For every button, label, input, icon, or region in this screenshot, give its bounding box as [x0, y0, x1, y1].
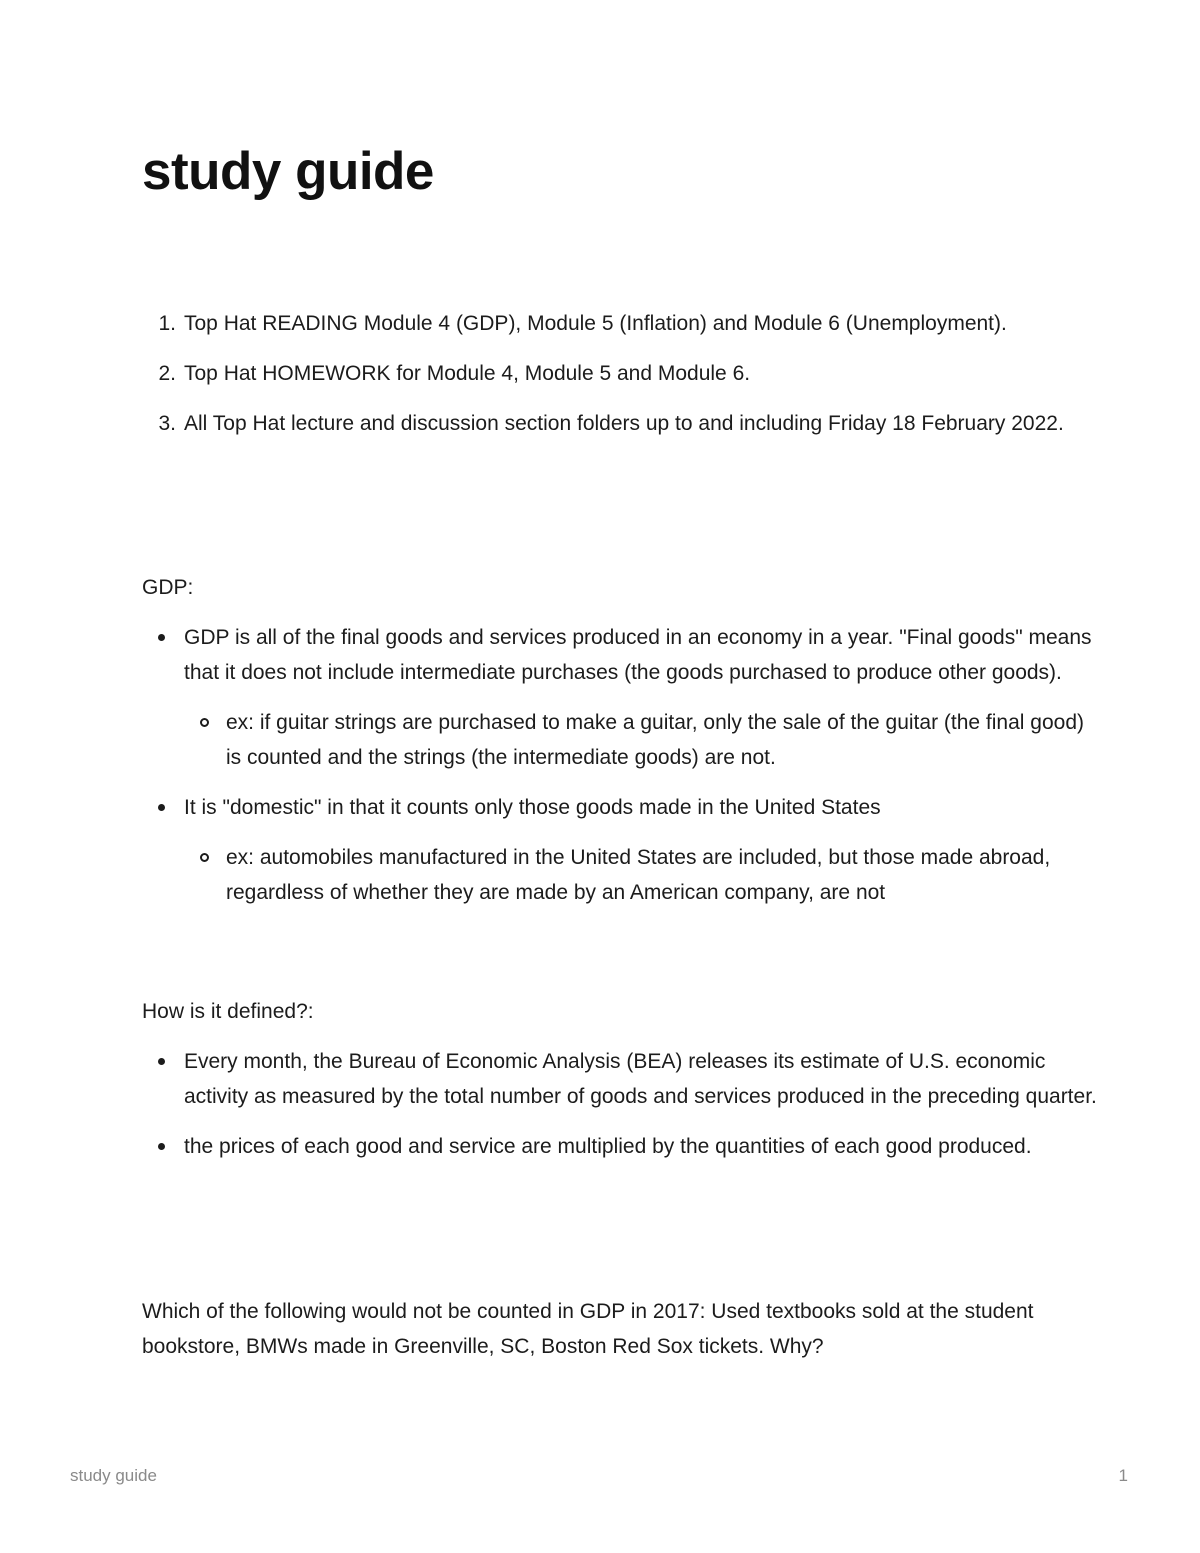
- defined-bullet-list: [142, 1044, 1104, 1179]
- requirements-list: [142, 306, 1084, 456]
- gdp-sub-list: [184, 705, 1104, 775]
- gdp-sub-item: ex: if guitar strings are purchased to make a guitar, only the sale of the guitar (the final good) is counted and the strings (the intermediate goods) are not.: [226, 705, 1104, 775]
- defined-heading: How is it defined?:: [142, 1000, 314, 1023]
- gdp-sub-item: ex: automobiles manufactured in the United States are included, but those made abroad, regardless of whether they are made by an American company, are not: [226, 840, 1104, 910]
- gdp-bullet-text: GDP is all of the final goods and services produced in an economy in a year. "Final goods" means that it does not include intermediate purchases (the goods purchased to produce other goods).: [184, 626, 1092, 684]
- gdp-bullet-item: [184, 790, 1104, 910]
- gdp-bullet-item: [184, 620, 1104, 775]
- footer-title: study guide: [70, 1466, 157, 1485]
- page-number: 1: [1118, 1466, 1128, 1485]
- requirement-item-3: All Top Hat lecture and discussion section folders up to and including Friday 18 February 2022.: [184, 412, 1064, 435]
- defined-bullet-item: the prices of each good and service are multiplied by the quantities of each good produced.: [184, 1129, 1104, 1164]
- page-title: study guide: [142, 142, 434, 201]
- defined-bullet-item: Every month, the Bureau of Economic Analysis (BEA) releases its estimate of U.S. economic activity as measured by the total number of goods and services produced in the preceding quarter.: [184, 1044, 1104, 1114]
- gdp-sub-list: [184, 840, 1104, 910]
- gdp-bullet-text: It is "domestic" in that it counts only those goods made in the United States: [184, 796, 881, 819]
- question-paragraph: Which of the following would not be counted in GDP in 2017: Used textbooks sold at the student bookstore, BMWs made in Greenville, SC, Boston Red Sox tickets. Why?: [142, 1300, 1034, 1358]
- requirement-item-2: Top Hat HOMEWORK for Module 4, Module 5 and Module 6.: [184, 362, 751, 385]
- gdp-bullet-list: [142, 620, 1104, 925]
- requirement-item-1: Top Hat READING Module 4 (GDP), Module 5 (Inflation) and Module 6 (Unemployment).: [184, 312, 1007, 335]
- gdp-heading: GDP:: [142, 576, 194, 599]
